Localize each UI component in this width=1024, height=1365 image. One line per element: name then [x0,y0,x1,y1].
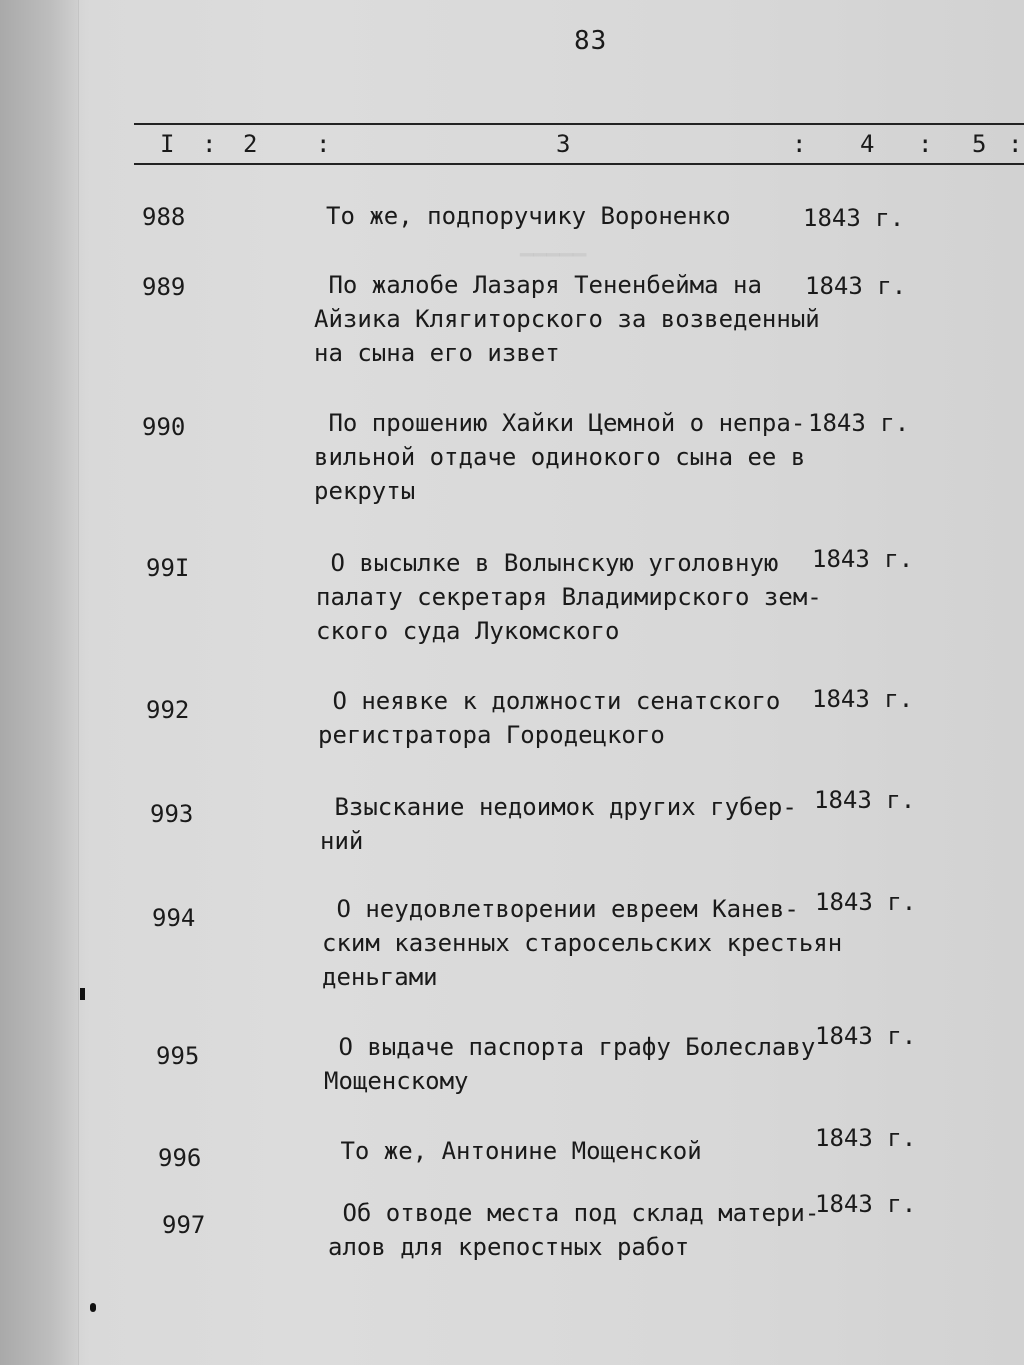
row-number: 990 [142,413,186,441]
description-line: Взыскание недоимок других губер- [320,793,797,821]
row-year: 1843 г. [803,204,905,232]
ink-mark [90,1303,96,1312]
column-header-1: I [160,130,175,158]
description-line: Айзика Клягиторского за возведенный [314,305,820,333]
description-line: О неудовлетворении евреем Канев- [322,895,799,923]
column-separator: : [202,130,217,158]
row-year: 1843 г. [814,786,916,814]
description-line: О неявке к должности сенатского [318,687,781,715]
row-description [318,684,780,752]
row-description [314,268,820,370]
description-line: О выдаче паспорта графу Болеславу [324,1033,816,1061]
row-number: 996 [158,1144,202,1172]
row-number: 994 [152,904,196,932]
row-year: 1843 г. [815,888,917,916]
description-line: алов для крепостных работ [328,1233,690,1261]
description-line: палату секретаря Владимирского зем- [316,583,822,611]
description-line: То же, подпоручику Вороненко [326,202,731,230]
row-number: 993 [150,800,194,828]
ink-mark [80,988,85,1000]
row-number: 992 [146,696,190,724]
header-rule-top [134,123,1024,125]
row-year: 1843 г. [815,1190,917,1218]
row-number: 995 [156,1042,200,1070]
column-header-5: 5 [972,130,987,158]
row-number: 988 [142,203,186,231]
description-line: ний [320,827,364,855]
row-description [322,892,842,994]
description-line: О высылке в Волынскую уголовную [316,549,779,577]
column-header-2: 2 [243,130,258,158]
row-description [326,1134,702,1168]
row-description [314,406,805,508]
column-header-4: 4 [860,130,875,158]
column-separator: : [792,130,807,158]
description-line: рекруты [314,477,416,505]
column-separator: : [1008,130,1023,158]
row-year: 1843 г. [812,685,914,713]
column-header-3: 3 [556,130,571,158]
row-year: 1843 г. [815,1124,917,1152]
row-number: 99I [146,554,190,582]
row-year: 1843 г. [815,1022,917,1050]
description-line: на сына его извет [314,339,560,367]
description-line: Мощенскому [324,1067,469,1095]
row-description [316,546,822,648]
row-description [326,199,731,233]
column-separator: : [918,130,933,158]
description-line: То же, Антонине Мощенской [326,1137,702,1165]
description-line: По жалобе Лазаря Тененбейма на [314,271,762,299]
row-description [320,790,797,858]
row-description [328,1196,819,1264]
row-number: 997 [162,1211,206,1239]
description-line: ским казенных старосельских крестьян [322,929,843,957]
header-rule-bottom [134,163,1024,165]
description-line: По прошению Хайки Цемной о непра- [314,409,806,437]
description-line: регистратора Городецкого [318,721,665,749]
previous-page-edge [0,0,79,1365]
row-year: 1843 г. [812,545,914,573]
description-line: ского суда Лукомского [316,617,620,645]
row-year: 1843 г. [808,409,910,437]
description-line: Об отводе места под склад матери- [328,1199,820,1227]
page-number: 83 [574,26,608,56]
bleed-through: ▁▁▁▁▁ [520,232,587,257]
row-number: 989 [142,273,186,301]
row-description [324,1030,815,1098]
description-line: вильной отдаче одинокого сына ее в [314,443,806,471]
description-line: деньгами [322,963,438,991]
column-separator: : [316,130,331,158]
row-year: 1843 г. [805,272,907,300]
